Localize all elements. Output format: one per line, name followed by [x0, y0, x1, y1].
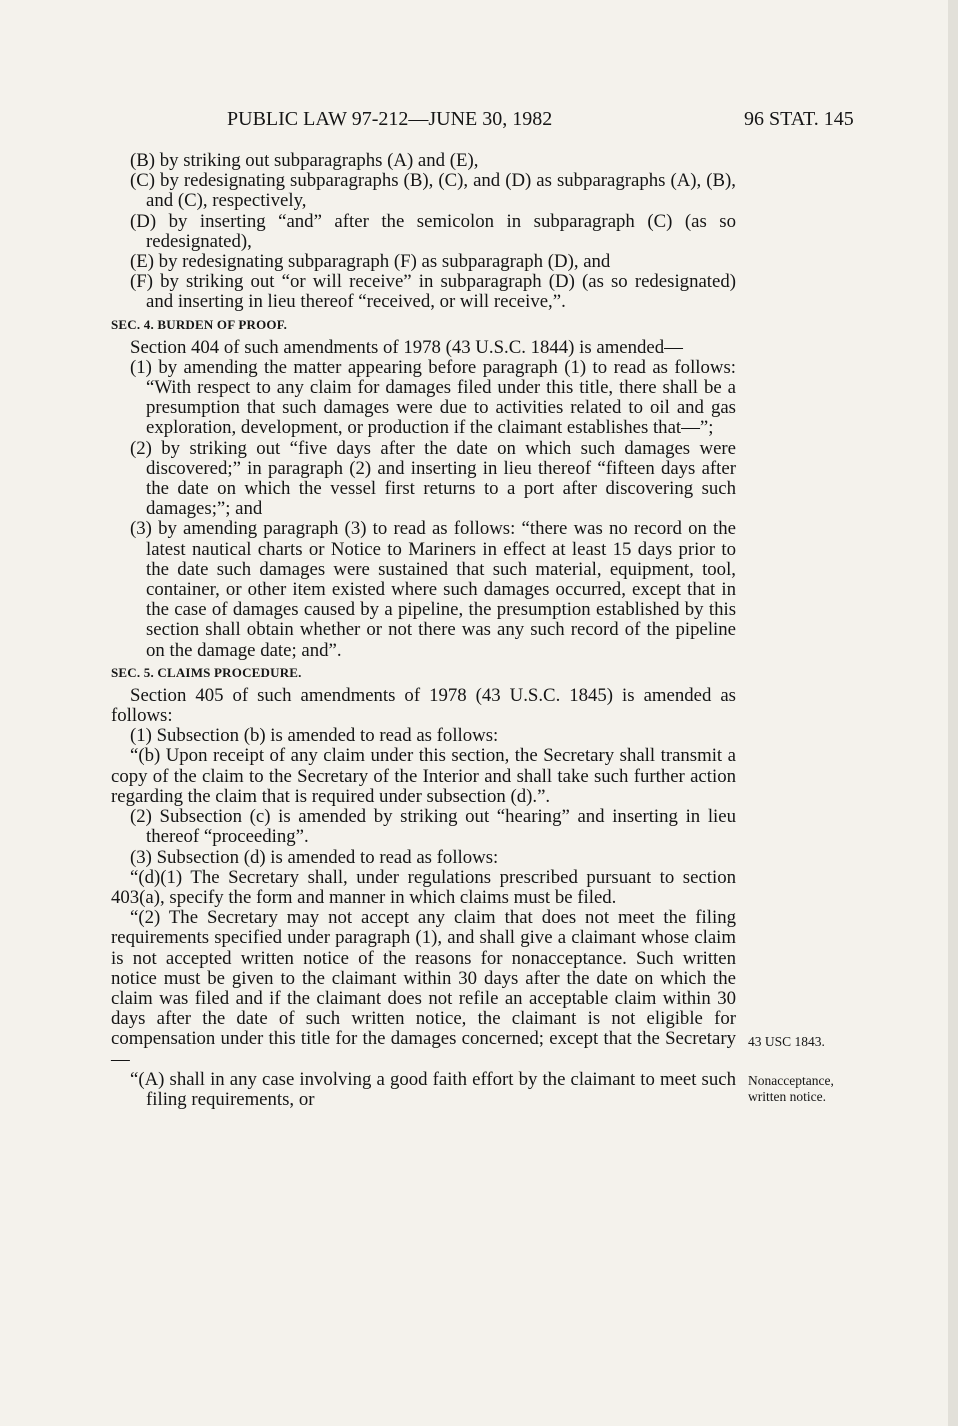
subsection-d2-text: “(2) The Secretary may not accept any claim that does not meet the filing requirements specified under paragraph (1), and shall give a claimant whose claim is not accepted written notice of the reasons for nonacceptance. Such written notice must be given to the claimant within 30 days after the date on which the claim was filed and if the claimant does not refile an acceptable claim within 30 days after the date of such written notice, the claimant is not eligible for compensation under this title for the damages concerned; except that the Secretary— [111, 907, 736, 1070]
subsection-c-amendment: (2) Subsection (c) is amended by striking out “hearing” and inserting in lieu thereof “proceeding”. [130, 806, 736, 848]
section-4-heading: SEC. 4. BURDEN OF PROOF. [111, 316, 288, 332]
subsection-b-amendment: (1) Subsection (b) is amended to read as follows: [130, 725, 499, 747]
clause-b: (B) by striking out subparagraphs (A) and (E), [130, 150, 479, 171]
margin-note-line: written notice. [748, 1089, 826, 1104]
subsection-b-text: “(b) Upon receipt of any claim under this section, the Secretary shall transmit a copy of the claim to the Secretary of the Interior and shall take such further action regarding the claim that is required under subsection (d).”. [111, 745, 736, 807]
margin-note-usc: 43 USC 1843. [748, 1034, 825, 1049]
body-text [111, 151, 736, 1110]
section-5-heading: SEC. 5. CLAIMS PROCEDURE. [111, 664, 302, 680]
subsection-d1-text: “(d)(1) The Secretary shall, under regulations prescribed pursuant to section 403(a), specify the form and manner in which claims must be filed. [111, 866, 736, 908]
clause-e: (E) by redesignating subparagraph (F) as subparagraph (D), and [130, 251, 611, 273]
subsection-d2a-text: “(A) shall in any case involving a good faith effort by the claimant to meet such filing requirements, or [130, 1068, 736, 1110]
page-edge [948, 0, 958, 1426]
clause-c: (C) by redesignating subparagraphs (B), (C), and (D) as subparagraphs (A), (B), and (C), respectively, [130, 170, 736, 212]
margin-note-line: Nonacceptance, [748, 1073, 834, 1088]
subsection-d-amendment: (3) Subsection (d) is amended to read as follows: [130, 846, 499, 868]
clause-d: (D) by inserting “and” after the semicolon in subparagraph (C) (as so redesignated), [130, 210, 736, 252]
amendment-3: (3) by amending paragraph (3) to read as follows: “there was no record on the latest nautical charts or Notice to Mariners in effect at least 15 days prior to the date such damages were sustained that such material, equipment, tool, container, or other item existed where such damages occurred, except that in the case of damages caused by a pipeline, the presumption established by this section shall obtain whether or not there was any such record of the pipeline on the damage date; and”. [130, 518, 736, 661]
amendment-2: (2) by striking out “five days after the date on which such damages were discovered;” in paragraph (2) and inserting in lieu thereof “fifteen days after the date on which the vessel first returns to a port after discovering such damages;”; and [130, 437, 736, 520]
running-header-page-number: 96 STAT. 145 [744, 108, 854, 130]
section-404-intro: Section 404 of such amendments of 1978 (43 U.S.C. 1844) is amended— [130, 336, 683, 358]
section-405-intro: Section 405 of such amendments of 1978 (43 U.S.C. 1845) is amended as follows: [111, 684, 736, 727]
clause-f: (F) by striking out “or will receive” in subparagraph (D) (as so redesignated) and inserting in lieu thereof “received, or will receive,”. [130, 271, 736, 313]
running-header-title: PUBLIC LAW 97-212—JUNE 30, 1982 [227, 108, 553, 130]
amendment-1: (1) by amending the matter appearing before paragraph (1) to read as follows: “With respect to any claim for damages filed under this title, there shall be a presumption that such damages were due to activities related to oil and gas exploration, development, or production if the claimant establishes that—”; [130, 356, 736, 439]
margin-note-nonacceptance [748, 1073, 834, 1105]
